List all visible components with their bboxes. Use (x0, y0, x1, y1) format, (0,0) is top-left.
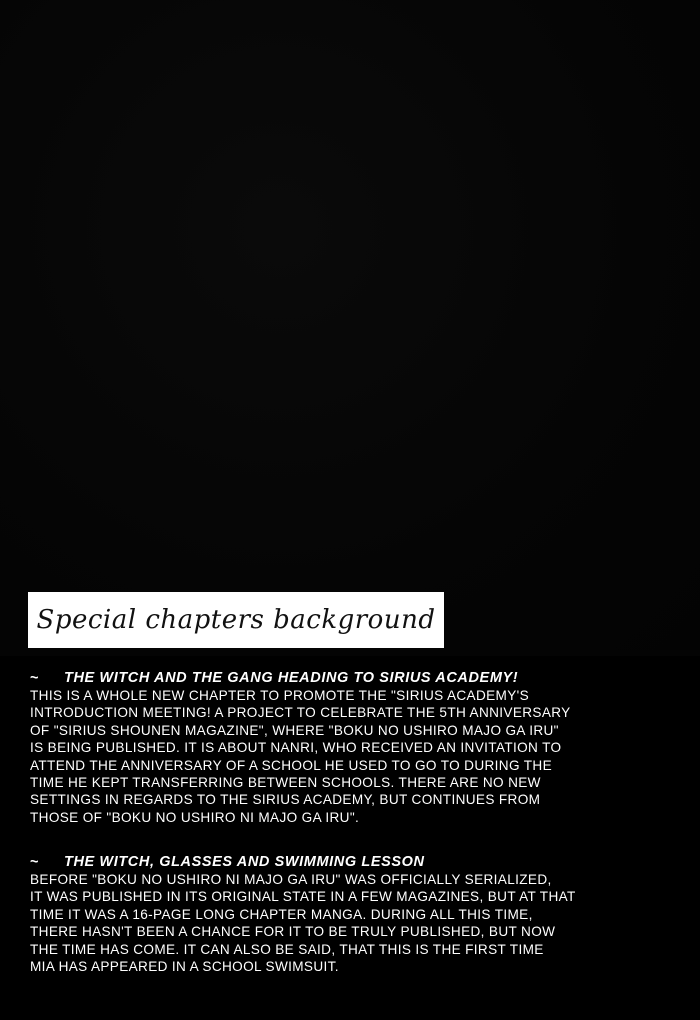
chapter-heading (30, 670, 670, 687)
chapter-heading-text: THE WITCH AND THE GANG HEADING TO SIRIUS ACADEMY! (64, 670, 519, 686)
body-line: BEFORE "BOKU NO USHIRO NI MAJO GA IRU" WAS OFFICIALLY SERIALIZED, (30, 872, 552, 887)
body-line: ATTEND THE ANNIVERSARY OF A SCHOOL HE USED TO GO TO DURING THE (30, 757, 553, 773)
body-line: THE TIME HAS COME. IT CAN ALSO BE SAID, THAT THIS IS THE FIRST TIME (30, 941, 544, 957)
body-line: THIS IS A WHOLE NEW CHAPTER TO PROMOTE THE "SIRIUS ACADEMY'S (30, 688, 529, 703)
body-line: IS BEING PUBLISHED. IT IS ABOUT NANRI, WHO RECEIVED AN INVITATION TO (30, 740, 562, 756)
body-line: INTRODUCTION MEETING! A PROJECT TO CELEBRATE THE 5TH ANNIVERSARY (30, 705, 571, 721)
chapter-heading-text: THE WITCH, GLASSES AND SWIMMING LESSON (64, 854, 425, 870)
chapter-note-sirius-academy (30, 670, 670, 826)
tilde-marker: ~ (30, 670, 40, 686)
body-line: SETTINGS IN REGARDS TO THE SIRIUS ACADEMY, BUT CONTINUES FROM (30, 792, 541, 808)
chapter-note-swimming-lesson (30, 854, 670, 975)
chapter-heading (30, 854, 670, 871)
body-line: IT WAS PUBLISHED IN ITS ORIGINAL STATE IN A FEW MAGAZINES, BUT AT THAT (30, 889, 576, 905)
tilde-marker: ~ (30, 854, 40, 870)
body-line: TIME IT WAS A 16-PAGE LONG CHAPTER MANGA. DURING ALL THIS TIME, (30, 906, 533, 922)
title-box (28, 592, 444, 648)
page-title: Special chapters background (36, 605, 436, 635)
body-line: THOSE OF "BOKU NO USHIRO NI MAJO GA IRU". (30, 809, 360, 825)
body-line: THERE HASN'T BEEN A CHANCE FOR IT TO BE TRULY PUBLISHED, BUT NOW (30, 924, 556, 940)
body-line: TIME HE KEPT TRANSFERRING BETWEEN SCHOOLS. THERE ARE NO NEW (30, 775, 541, 791)
body-line: OF "SIRIUS SHOUNEN MAGAZINE", WHERE "BOKU NO USHIRO MAJO GA IRU" (30, 722, 559, 738)
body-line: MIA HAS APPEARED IN A SCHOOL SWIMSUIT. (30, 959, 339, 975)
